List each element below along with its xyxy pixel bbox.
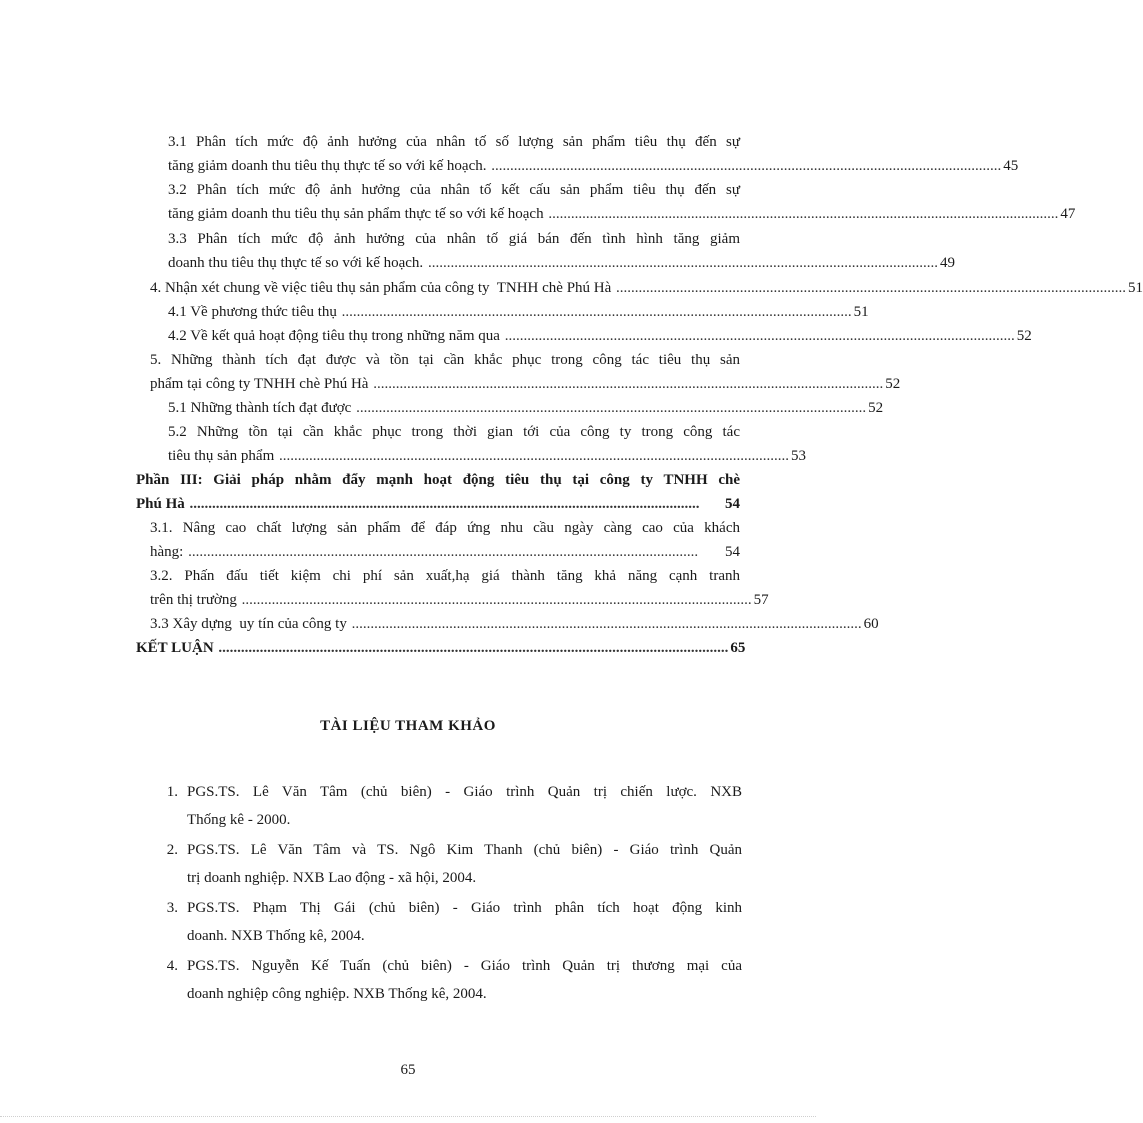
toc-page-number: 45 (1003, 158, 1019, 174)
toc-leader: ........................................................................................................................................ (241, 592, 752, 608)
toc-leader: ........................................................................................................................................ (189, 496, 700, 512)
reference-text: PGS.TS. Lê Văn Tâm (chủ biên) - Giáo trình Quản trị chiến lược. NXB (187, 784, 742, 800)
toc-page-number: 57 (753, 592, 769, 608)
toc-entry-text: hàng: (150, 544, 188, 560)
toc-entry-part (136, 468, 740, 516)
toc-page-number: 47 (1060, 206, 1076, 222)
toc-entry (168, 396, 884, 420)
toc-entry-text: 3.3 Phân tích mức độ ảnh hưởng của nhân tố giá bán đến tình hình tăng giảm (168, 231, 740, 247)
toc-leader: ........................................................................................................................................ (351, 616, 862, 632)
toc-entry-conclusion (136, 636, 746, 660)
reference-text: doanh. NXB Thống kê, 2004. (187, 928, 365, 944)
reference-text: Thống kê - 2000. (187, 812, 291, 828)
toc-leader: ........................................................................................................................................ (373, 376, 884, 392)
reference-number: 4. (166, 958, 178, 974)
reference-text: trị doanh nghiệp. NXB Lao động - xã hội, 2004. (187, 870, 477, 886)
toc-entry-text: tăng giảm doanh thu tiêu thụ sản phẩm thực tế so với kế hoạch (168, 206, 548, 222)
page-number: 65 (400, 1062, 416, 1078)
toc-page-number: 60 (863, 616, 879, 632)
toc-entry (150, 516, 740, 564)
toc-page-number: 54 (725, 496, 740, 512)
reference-text: doanh nghiệp công nghiệp. NXB Thống kê, 2004. (187, 986, 487, 1002)
toc-leader: ........................................................................................................................................ (504, 328, 1015, 344)
toc-entry (168, 130, 1019, 178)
toc-entry-text: KẾT LUẬN (136, 640, 218, 656)
toc-entry (150, 612, 879, 636)
toc-entry-text: 5.2 Những tồn tại cần khắc phục trong thời gian tới của công ty trong công tác (168, 424, 740, 440)
reference-number: 2. (166, 842, 178, 858)
reference-number: 1. (166, 784, 178, 800)
toc-entry-text: tăng giảm doanh thu tiêu thụ thực tế so với kế hoạch. (168, 158, 491, 174)
toc-entry-text: 5.1 Những thành tích đạt được (168, 400, 356, 416)
toc-entry-text: trên thị trường (150, 592, 241, 608)
toc-entry (168, 300, 869, 324)
toc-page-number: 54 (725, 544, 740, 560)
toc-entry-text: 3.2. Phấn đấu tiết kiệm chi phí sản xuất,hạ giá thành tăng khả năng cạnh tranh (150, 568, 740, 584)
toc-entry (150, 348, 901, 396)
toc-entry-text: tiêu thụ sản phẩm (168, 448, 278, 464)
toc-page-number: 53 (790, 448, 806, 464)
toc-page-number: 65 (730, 640, 746, 656)
toc-entry (168, 227, 955, 275)
toc-entry-text: 4.2 Về kết quả hoạt động tiêu thụ trong những năm qua (168, 328, 504, 344)
toc-entry-text: Phú Hà (136, 496, 189, 512)
toc-page-number: 52 (868, 400, 884, 416)
toc-page-number: 52 (885, 376, 901, 392)
toc-entry-text: 3.1. Nâng cao chất lượng sản phẩm để đáp ứng nhu cầu ngày càng cao của khách (150, 520, 740, 536)
toc-leader: ........................................................................................................................................ (548, 206, 1059, 222)
toc-leader: ........................................................................................................................................ (427, 255, 938, 271)
toc-leader: ........................................................................................................................................ (616, 280, 1127, 296)
toc-leader: ........................................................................................................................................ (278, 448, 789, 464)
toc-entry-text: 3.1 Phân tích mức độ ảnh hưởng của nhân tố số lượng sản phẩm tiêu thụ đến sự (168, 134, 740, 150)
toc-leader: ........................................................................................................................................ (491, 158, 1002, 174)
toc-leader: ........................................................................................................................................ (218, 640, 729, 656)
reference-number: 3. (166, 900, 178, 916)
toc-entry-text: 4. Nhận xét chung về việc tiêu thụ sản phẩm của công ty TNHH chè Phú Hà (150, 280, 616, 296)
references-heading: TÀI LIỆU THAM KHẢO (320, 718, 496, 734)
reference-text: PGS.TS. Phạm Thị Gái (chủ biên) - Giáo trình phân tích hoạt động kinh (187, 900, 742, 916)
toc-page-number: 51 (1128, 280, 1143, 296)
toc-leader: ........................................................................................................................................ (188, 544, 699, 560)
toc-entry (150, 276, 1143, 300)
toc-leader: ........................................................................................................................................ (341, 304, 852, 320)
toc-entry (168, 324, 1032, 348)
toc-entry-text: 3.2 Phân tích mức độ ảnh hưởng của nhân tố kết cấu sản phẩm tiêu thụ đến sự (168, 182, 740, 198)
toc-entry-text: phẩm tại công ty TNHH chè Phú Hà (150, 376, 373, 392)
toc-leader: ........................................................................................................................................ (356, 400, 867, 416)
page-bottom-divider (0, 1116, 816, 1117)
reference-text: PGS.TS. Lê Văn Tâm và TS. Ngô Kim Thanh (chủ biên) - Giáo trình Quản (187, 842, 742, 858)
toc-page-number: 51 (853, 304, 869, 320)
reference-text: PGS.TS. Nguyễn Kế Tuấn (chủ biên) - Giáo trình Quản trị thương mại của (187, 958, 742, 974)
toc-entry-text: 3.3 Xây dựng uy tín của công ty (150, 616, 351, 632)
toc-page-number: 49 (939, 255, 955, 271)
toc-entry (150, 564, 769, 612)
toc-entry-text: Phần III: Giải pháp nhằm đẩy mạnh hoạt động tiêu thụ tại công ty TNHH chè (136, 472, 740, 488)
toc-entry-text: 5. Những thành tích đạt được và tồn tại cần khắc phục trong công tác tiêu thụ sản (150, 352, 740, 368)
toc-entry-text: doanh thu tiêu thụ thực tế so với kế hoạch. (168, 255, 427, 271)
toc-entry (168, 178, 1076, 226)
toc-entry-text: 4.1 Về phương thức tiêu thụ (168, 304, 341, 320)
toc-entry (168, 420, 806, 468)
toc-page-number: 52 (1016, 328, 1032, 344)
